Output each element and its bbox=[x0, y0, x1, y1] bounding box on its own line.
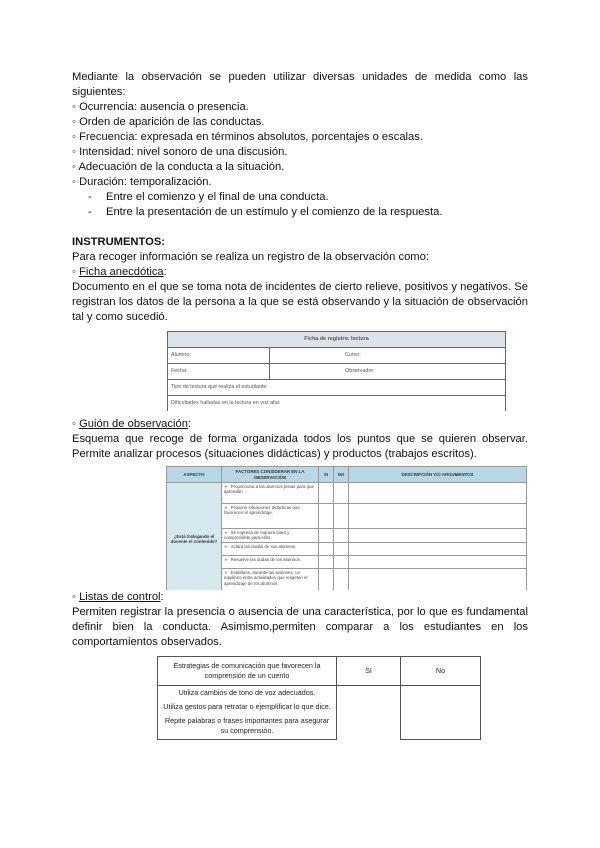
checklist-row: Utiliza cambios de tono de voz adecuados. bbox=[158, 686, 337, 701]
unit-item: ◦ Intensidad: nivel sonoro de una discusión. bbox=[72, 146, 288, 158]
guion-header: NO bbox=[334, 467, 349, 483]
checklist-table bbox=[157, 656, 481, 740]
ficha-observador: Observador: bbox=[270, 364, 506, 380]
checklist-header: No bbox=[401, 657, 481, 686]
duration-subitem: - Entre el comienzo y el final de una conducta. bbox=[88, 191, 329, 203]
unit-item: ◦ Adecuación de la conducta a la situación. bbox=[72, 161, 285, 173]
intro-line-1: Mediante la observación se pueden utilizar diversas unidades de medida como las bbox=[72, 71, 528, 83]
ficha-alumno: Alumno: bbox=[168, 348, 270, 364]
checklist-header: Estrategias de comunicación que favorecen la comprensión de un cuento bbox=[158, 657, 337, 686]
intro-line-2: siguientes: bbox=[72, 86, 126, 98]
guion-criterion: ➢ Aclara las dudas de sus alumnos. bbox=[222, 542, 319, 555]
guion-header: ASPECTO bbox=[167, 467, 222, 483]
ficha-table-title: Ficha de registro: lectura bbox=[168, 332, 506, 348]
guion-criterion: ➢ Se expresa de manera clara y comprensible para ellos. bbox=[222, 529, 319, 543]
duration-subitem: - Entre la presentación de un estímulo y el comienzo de la respuesta. bbox=[88, 206, 443, 218]
ficha-text: Documento en el que se toma nota de incidentes de cierto relieve, positivos y negativos. Se registran los datos de la persona a la que se está observando y la situación de observación tal y como sucedió. bbox=[72, 281, 528, 323]
listas-title: ◦ Listas de control: bbox=[72, 591, 164, 603]
guion-header: DESCRIPCIÓN Y/O ARGUMENTOS bbox=[349, 467, 527, 483]
guion-header: SI bbox=[319, 467, 334, 483]
dash-marker: - bbox=[88, 191, 92, 203]
ficha-curso: Curso: bbox=[270, 348, 506, 364]
ficha-fecha: Fecha: bbox=[168, 364, 270, 380]
guion-criterion: ➢ Resuelve las dudas de los alumnos. bbox=[222, 555, 319, 568]
instruments-intro: Para recoger información se realiza un registro de la observación como: bbox=[72, 251, 429, 263]
unit-item: ◦ Frecuencia: expresada en términos absolutos, porcentajes o escalas. bbox=[72, 131, 423, 143]
unit-item: ◦ Orden de aparición de las conductas. bbox=[72, 116, 265, 128]
dash-marker: - bbox=[88, 206, 92, 218]
ficha-row: Tipo de lectura que realiza el estudiante: bbox=[168, 380, 506, 396]
guion-aspect: ¿Está trabajando el docente el contenido? bbox=[167, 483, 222, 591]
guion-text: Esquema que recoge de forma organizada todos los puntos que se quieren observar. Permite analizar procesos (situaciones didácticas) y productos (trabajos escritos). bbox=[72, 433, 528, 460]
ficha-table-image bbox=[72, 325, 528, 411]
unit-item: ◦ Ocurrencia: ausencia o presencia. bbox=[72, 101, 249, 113]
unit-item: ◦ Duración: temporalización. bbox=[72, 176, 212, 188]
checklist-row: Utiliza gestos para retratar o ejemplificar lo que dice. bbox=[158, 700, 337, 714]
ficha-row: Dificultades halladas en la lectura en voz alta: bbox=[168, 396, 506, 412]
guion-title: ◦ Guión de observación: bbox=[72, 418, 192, 430]
document-page bbox=[72, 70, 528, 740]
guion-table-image bbox=[166, 466, 527, 590]
guion-criterion: ➢ Propone situaciones didácticas que favorecen el aprendizaje. bbox=[222, 504, 319, 529]
guion-criterion: ➢ Establece, durante las sesiones, un equilibrio entre actividades que respeten el aprendizaje de los alumnos. bbox=[222, 568, 319, 590]
ficha-table bbox=[167, 331, 506, 411]
guion-table bbox=[166, 466, 527, 590]
listas-text-1: Permiten registrar la presencia o ausencia de una característica, por lo que es fundamental bbox=[72, 606, 528, 618]
listas-text-2: definir bien la conducta. Asimismo,permiten comparar a los estudiantes en los bbox=[72, 621, 528, 633]
listas-text-3: comportamientos observados. bbox=[72, 636, 222, 648]
guion-header: FACTORES CONSIDERAR EN LA OBSERVACIÓN bbox=[222, 467, 319, 483]
checklist-row: Repite palabras o frases importantes para asegurar su comprensión. bbox=[158, 714, 337, 740]
checklist-header: SI bbox=[337, 657, 401, 686]
ficha-title: ◦ Ficha anecdótica: bbox=[72, 266, 167, 278]
instruments-heading: INSTRUMENTOS: bbox=[72, 236, 166, 248]
guion-criterion: ➢ Proporciona a los alumnos pistas para que aprendan. bbox=[222, 483, 319, 504]
